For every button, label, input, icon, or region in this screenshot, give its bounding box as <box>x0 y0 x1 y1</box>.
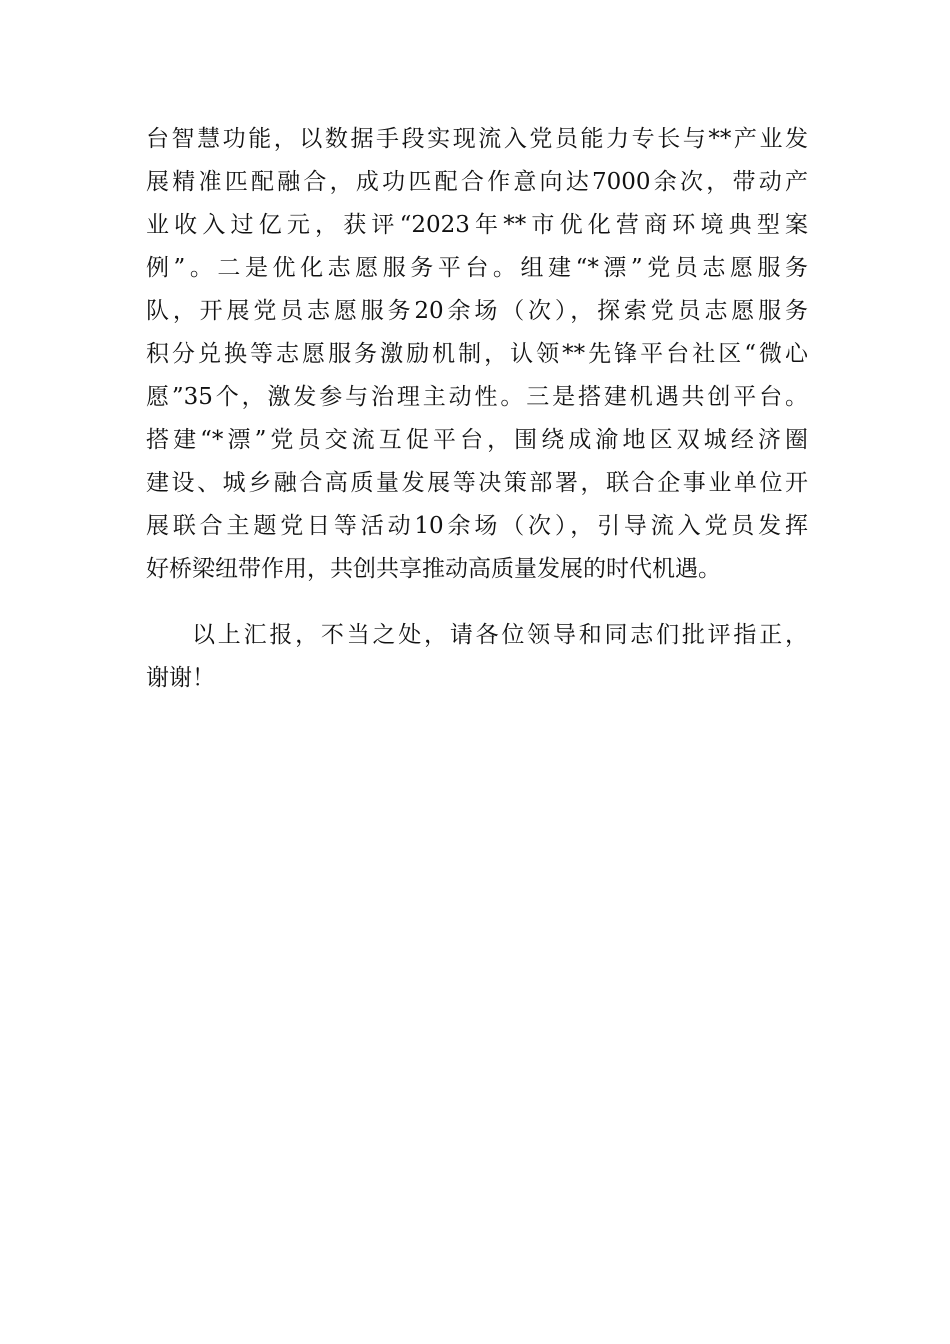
paragraph-line: 积分兑换等志愿服务激励机制，认领**先锋平台社区“微心 <box>146 341 808 367</box>
paragraph-line: 愿”35个，激发参与治理主动性。三是搭建机遇共创平台。 <box>146 384 808 410</box>
paragraph-line: 台智慧功能，以数据手段实现流入党员能力专长与**产业发 <box>146 126 808 152</box>
paragraph-line: 业收入过亿元，获评“2023年**市优化营商环境典型案 <box>146 212 808 238</box>
paragraph-line: 展联合主题党日等活动10余场（次），引导流入党员发挥 <box>146 513 808 539</box>
body-paragraph <box>146 118 808 591</box>
paragraph-line: 建设、城乡融合高质量发展等决策部署，联合企事业单位开 <box>146 470 808 496</box>
paragraph-line: 好桥梁纽带作用，共创共享推动高质量发展的时代机遇。 <box>146 556 721 582</box>
closing-line: 以上汇报，不当之处，请各位领导和同志们批评指正， <box>192 622 808 648</box>
closing-line: 谢谢！ <box>146 665 215 691</box>
closing-paragraph <box>146 614 808 700</box>
paragraph-line: 展精准匹配融合，成功匹配合作意向达7000余次，带动产 <box>146 169 808 195</box>
paragraph-line: 搭建“*漂”党员交流互促平台，围绕成渝地区双城经济圈 <box>146 427 808 453</box>
paragraph-line: 例”。二是优化志愿服务平台。组建“*漂”党员志愿服务 <box>146 255 808 281</box>
paragraph-line: 队，开展党员志愿服务20余场（次），探索党员志愿服务 <box>146 298 808 324</box>
